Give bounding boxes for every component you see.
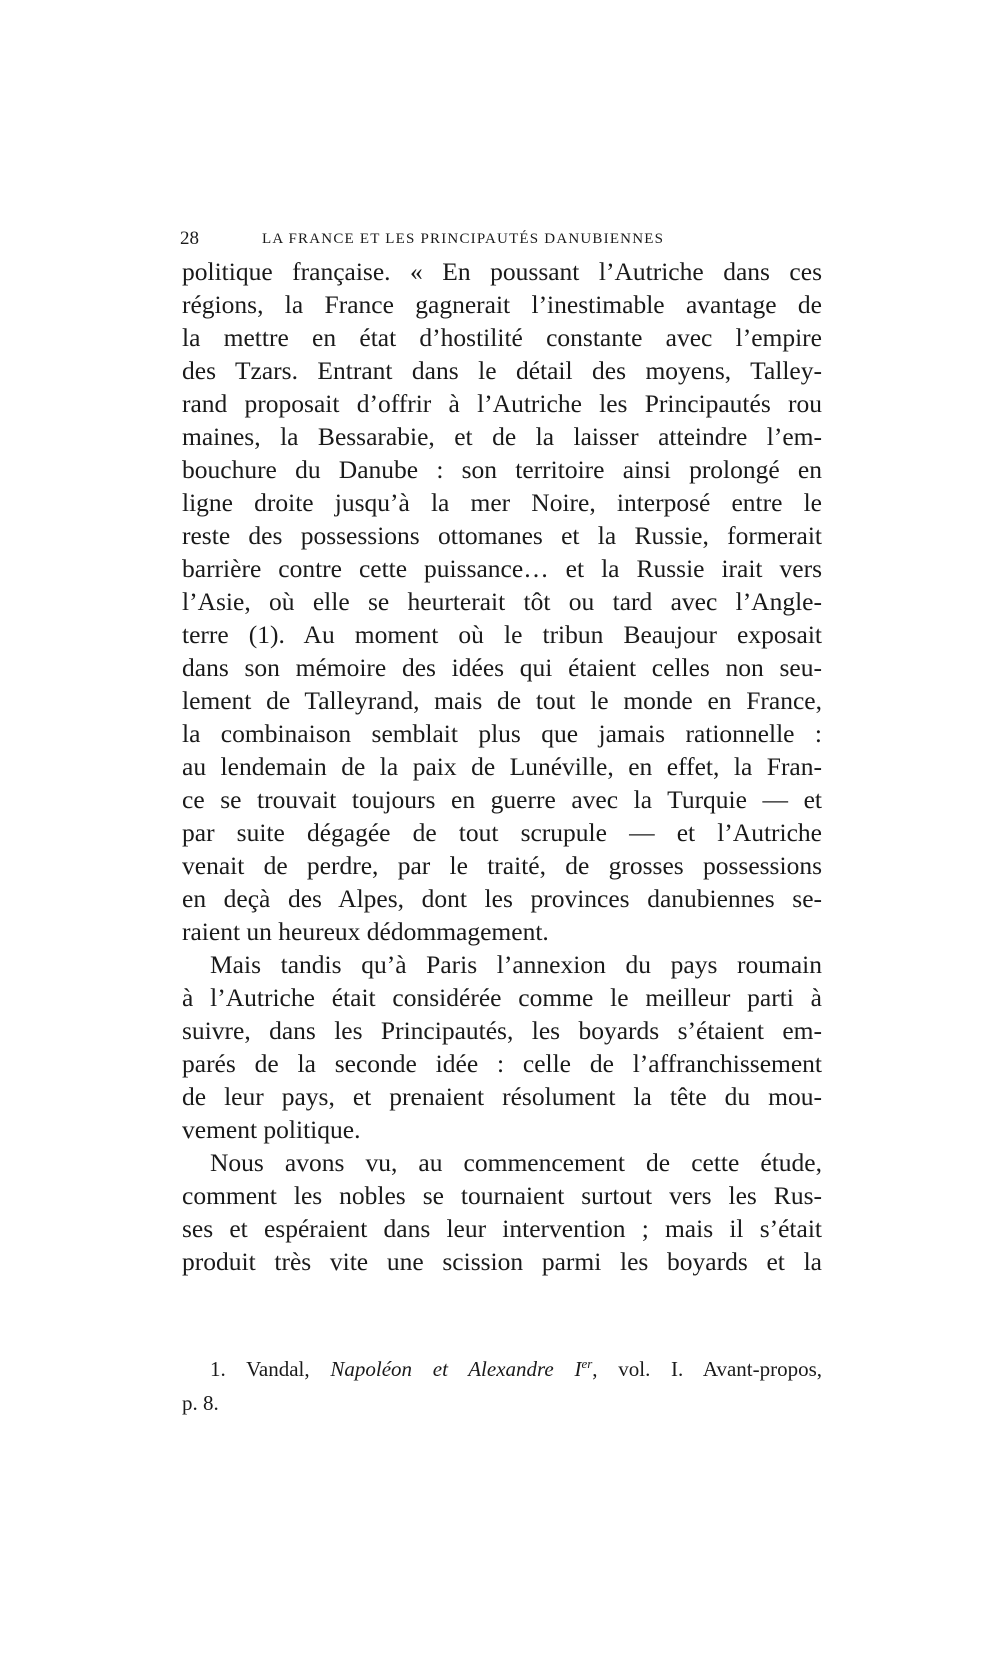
text-line: politique française. « En poussant l’Autriche dans ces (182, 257, 822, 286)
text-line: lement de Talleyrand, mais de tout le monde en France, (182, 686, 822, 715)
body-text (182, 255, 822, 1278)
page-header (180, 228, 742, 252)
text-line: Mais tandis qu’à Paris l’annexion du pays roumain (210, 950, 822, 979)
text-line: reste des possessions ottomanes et la Russie, formerait (182, 521, 822, 550)
text-line: barrière contre cette puissance… et la Russie irait vers (182, 554, 822, 583)
text-line: régions, la France gagnerait l’inestimable avantage de (182, 290, 822, 319)
text-line: ses et espéraient dans leur intervention ; mais il s’était (182, 1214, 822, 1243)
text-line: Nous avons vu, au commencement de cette étude, (210, 1148, 822, 1177)
text-line: comment les nobles se tournaient surtout vers les Rus- (182, 1181, 822, 1210)
text-line: ce se trouvait toujours en guerre avec la Turquie — et (182, 785, 822, 814)
text-line: parés de la seconde idée : celle de l’affranchissement (182, 1049, 822, 1078)
text-line: la combinaison semblait plus que jamais rationnelle : (182, 719, 822, 748)
text-line: suivre, dans les Principautés, les boyards s’étaient em- (182, 1016, 822, 1045)
text-line: bouchure du Danube : son territoire ainsi prolongé en (182, 455, 822, 484)
footnote-work-title: Napoléon et Alexandre Ier (330, 1356, 593, 1381)
running-title: LA FRANCE ET LES PRINCIPAUTÉS DANUBIENNES (262, 231, 665, 247)
text-line: rand proposait d’offrir à l’Autriche les Principautés rou (182, 389, 822, 418)
page-number: 28 (180, 228, 199, 249)
text-line: au lendemain de la paix de Lunéville, en effet, la Fran- (182, 752, 822, 781)
text-line: ligne droite jusqu’à la mer Noire, interposé entre le (182, 488, 822, 517)
text-line: en deçà des Alpes, dont les provinces danubiennes se- (182, 884, 822, 913)
text-line: la mettre en état d’hostilité constante avec l’empire (182, 323, 822, 352)
text-line: à l’Autriche était considérée comme le meilleur parti à (182, 983, 822, 1012)
footnote-author: Vandal, (246, 1357, 310, 1381)
footnote (182, 1352, 822, 1386)
text-line: maines, la Bessarabie, et de la laisser atteindre l’em- (182, 422, 822, 451)
text-line: vement politique. (182, 1115, 361, 1144)
footnote-reference: , vol. I. Avant-propos, (592, 1357, 823, 1381)
text-line: terre (1). Au moment où le tribun Beaujour exposait (182, 620, 822, 649)
footnote-title-superscript: er (581, 1356, 593, 1371)
footnote-continuation: p. 8. (182, 1391, 219, 1415)
footnotes (182, 1352, 822, 1420)
text-line: par suite dégagée de tout scrupule — et l’Autriche (182, 818, 822, 847)
text-line: de leur pays, et prenaient résolument la tête du mou- (182, 1082, 822, 1111)
text-line: des Tzars. Entrant dans le détail des moyens, Talley- (182, 356, 822, 385)
text-line: l’Asie, où elle se heurterait tôt ou tard avec l’Angle- (182, 587, 822, 616)
footnote-number: 1. (210, 1357, 226, 1381)
text-line: produit très vite une scission parmi les boyards et la (182, 1247, 822, 1276)
text-line: dans son mémoire des idées qui étaient celles non seu- (182, 653, 822, 682)
text-line: venait de perdre, par le traité, de grosses possessions (182, 851, 822, 880)
text-line: raient un heureux dédommagement. (182, 917, 549, 946)
